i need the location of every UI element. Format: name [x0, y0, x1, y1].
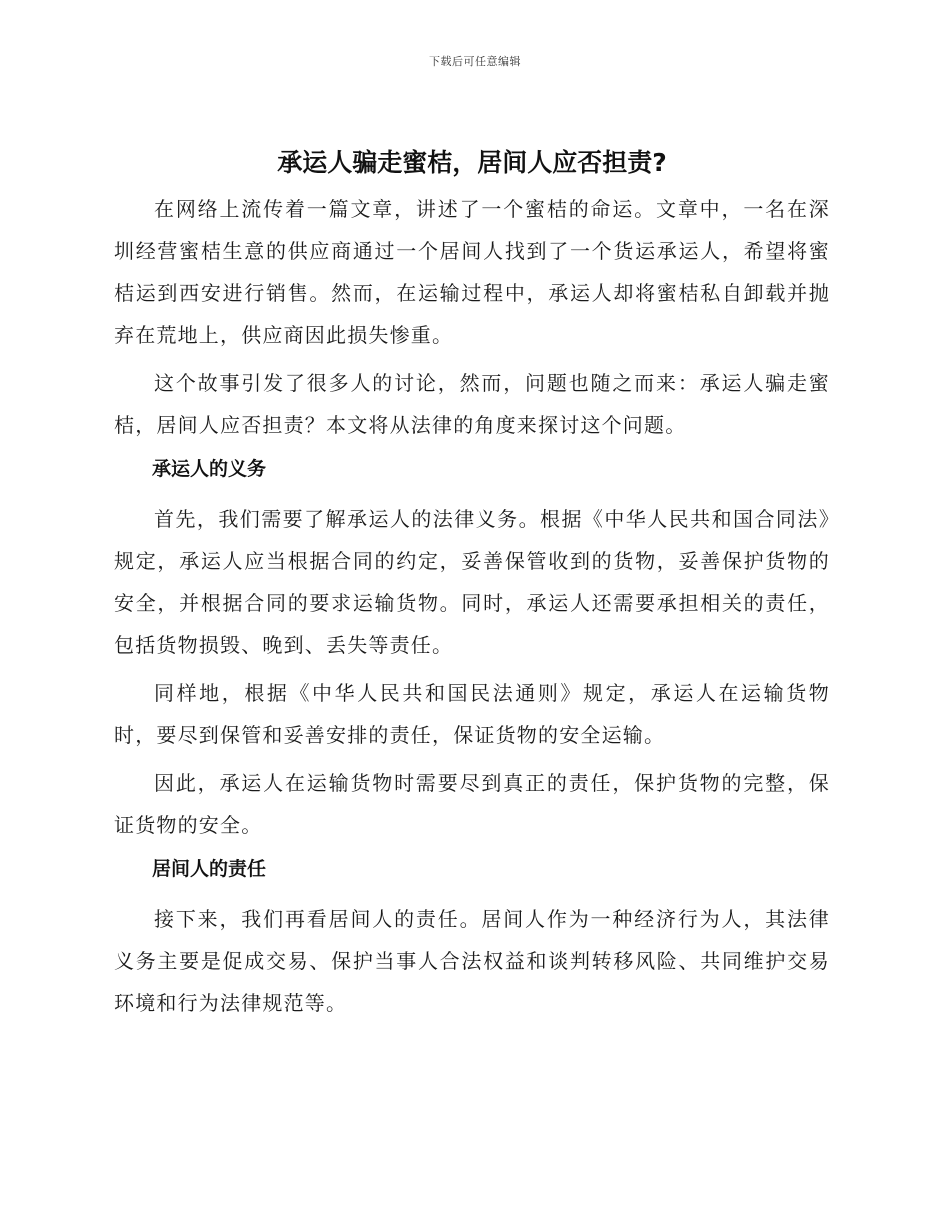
section1-paragraph-2: 同样地，根据《中华人民共和国民法通则》规定，承运人在运输货物时，要尽到保管和妥善安排的责任，保证货物的安全运输。 — [114, 681, 830, 747]
page-header-note: 下载后可任意编辑 — [429, 55, 521, 68]
section1-paragraph-3: 因此，承运人在运输货物时需要尽到真正的责任，保护货物的完整，保证货物的安全。 — [114, 771, 830, 837]
intro-paragraph-1: 在网络上流传着一篇文章，讲述了一个蜜桔的命运。文章中，一名在深圳经营蜜桔生意的供应商通过一个居间人找到了一个货运承运人，希望将蜜桔运到西安进行销售。然而，在运输过程中，承运人却将蜜桔私自卸载并抛弃在荒地上，供应商因此损失惨重。 — [114, 197, 830, 347]
document-title: 承运人骗走蜜桔，居间人应否担责? — [277, 148, 667, 177]
intro-paragraph-2: 这个故事引发了很多人的讨论，然而，问题也随之而来：承运人骗走蜜桔，居间人应否担责？本文将从法律的角度来探讨这个问题。 — [114, 371, 830, 437]
section2-paragraph-1: 接下来，我们再看居间人的责任。居间人作为一种经济行为人，其法律义务主要是促成交易、保护当事人合法权益和谈判转移风险、共同维护交易环境和行为法律规范等。 — [114, 907, 830, 1015]
section-heading-broker-liability: 居间人的责任 — [152, 858, 267, 880]
document-body — [114, 146, 830, 1030]
section1-paragraph-1: 首先，我们需要了解承运人的法律义务。根据《中华人民共和国合同法》规定，承运人应当根据合同的约定，妥善保管收到的货物，妥善保护货物的安全，并根据合同的要求运输货物。同时，承运人还需要承担相关的责任，包括货物损毁、晚到、丢失等责任。 — [114, 507, 830, 657]
section-heading-carrier-duty: 承运人的义务 — [152, 458, 267, 480]
